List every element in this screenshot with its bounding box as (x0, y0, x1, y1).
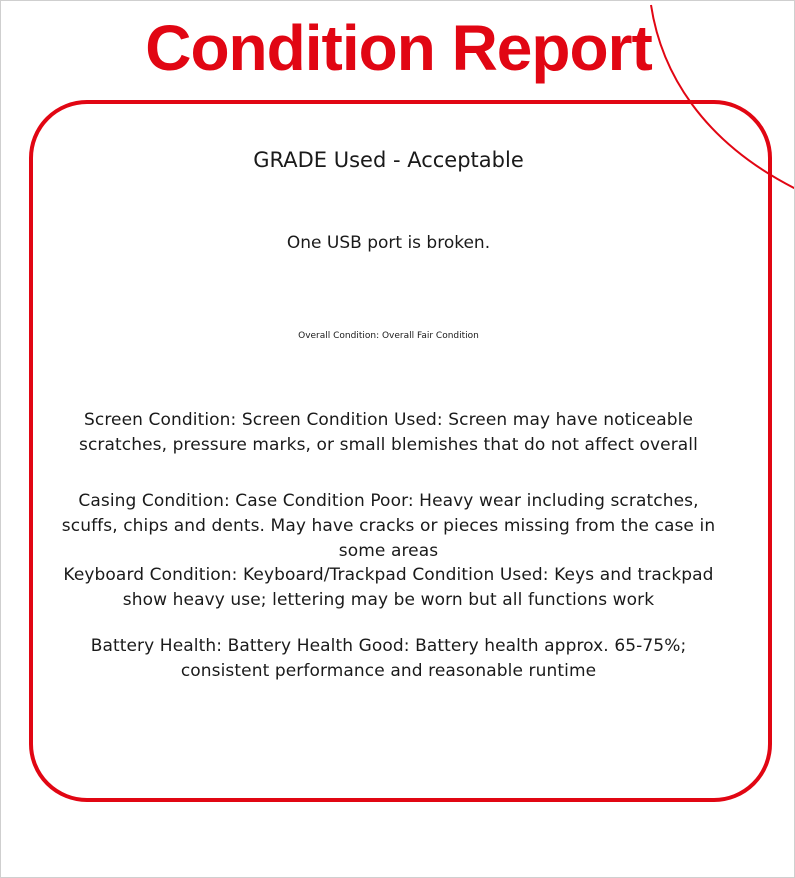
screen-condition: Screen Condition: Screen Condition Used: Screen may have noticeable scratches, pressure marks, or small blemishes that do not affect overall (79, 410, 698, 455)
grade-label: GRADE Used - Acceptable (253, 148, 524, 172)
overall-condition: Overall Condition: Overall Fair Condition (298, 331, 479, 341)
condition-note: One USB port is broken. (286, 233, 491, 253)
page-title: Condition Report (145, 12, 652, 84)
keyboard-condition: Keyboard Condition: Keyboard/Trackpad Condition Used: Keys and trackpad show heavy use; lettering may be worn but all functions work (63, 565, 714, 610)
battery-health: Battery Health: Battery Health Good: Battery health approx. 65-75%; consistent performance and reasonable runtime (90, 636, 687, 681)
casing-condition: Casing Condition: Case Condition Poor: Heavy wear including scratches, scuffs, chips and dents. May have cracks or pieces missing from the case in some areas (61, 491, 716, 561)
